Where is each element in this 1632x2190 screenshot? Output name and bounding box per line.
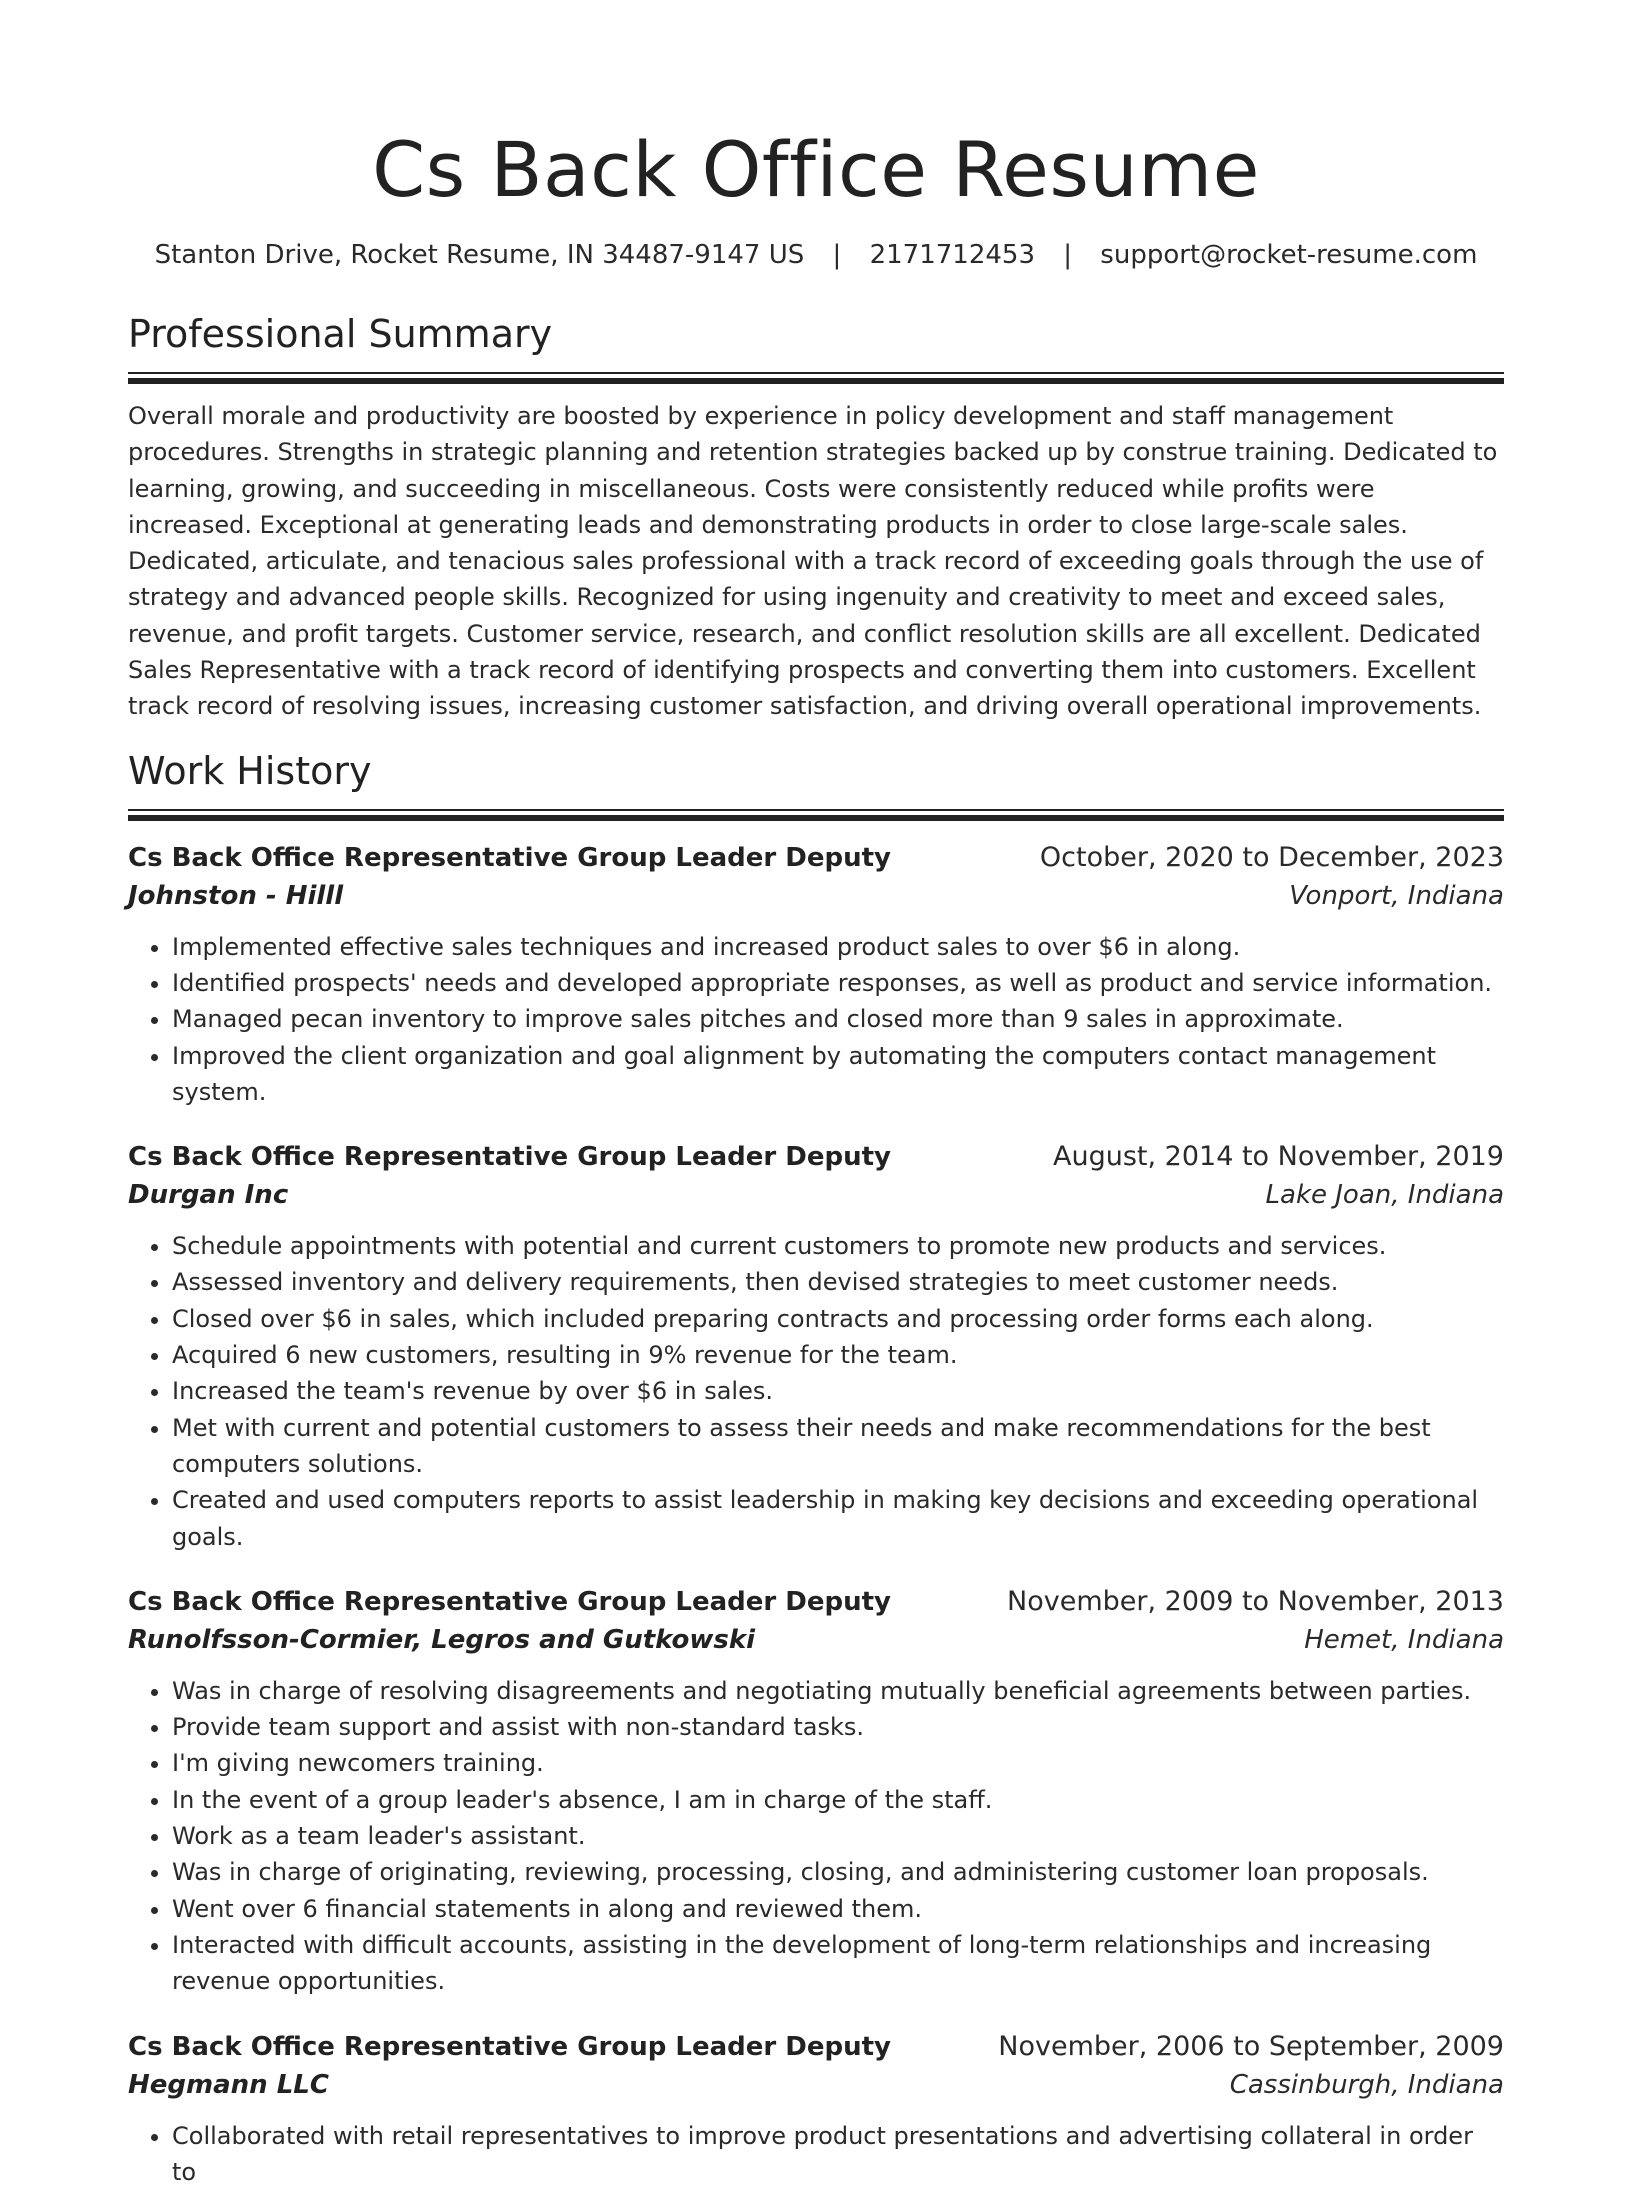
resume-name: Cs Back Office Resume — [128, 122, 1504, 218]
job-entry — [128, 1138, 1504, 1555]
divider-thin-line — [128, 809, 1504, 811]
contact-email: support@rocket-resume.com — [1100, 240, 1477, 270]
job-company: Durgan Inc — [128, 1176, 288, 1214]
contact-line — [128, 238, 1504, 272]
job-company: Runolfsson-Cormier, Legros and Gutkowski — [128, 1621, 755, 1659]
job-header — [128, 1138, 1504, 1176]
job-entry — [128, 1583, 1504, 2000]
job-bullet: • Went over 6 financial statements in along and reviewed them. — [172, 1891, 1504, 1927]
job-bullet: • Collaborated with retail representatives to improve product presentations and advertising collateral in order to — [172, 2118, 1504, 2190]
job-bullet: • I'm giving newcomers training. — [172, 1745, 1504, 1781]
work-history-list — [128, 839, 1504, 2190]
job-subheader — [128, 1621, 1504, 1659]
job-bullet: • Assessed inventory and delivery requirements, then devised strategies to meet customer needs. — [172, 1264, 1504, 1300]
job-header — [128, 839, 1504, 877]
contact-address: Stanton Drive, Rocket Resume, IN 34487-9147 US — [155, 240, 805, 270]
job-bullet: • Increased the team's revenue by over $6 in sales. — [172, 1373, 1504, 1409]
job-entry — [128, 2028, 1504, 2190]
section-title-summary: Professional Summary — [128, 310, 1504, 358]
job-title: Cs Back Office Representative Group Leader Deputy — [128, 839, 891, 877]
job-dates: October, 2020 to December, 2023 — [1040, 839, 1504, 877]
job-bullet: • Closed over $6 in sales, which included preparing contracts and processing order forms each along. — [172, 1301, 1504, 1337]
job-location: Lake Joan, Indiana — [1266, 1176, 1504, 1214]
job-bullet: • In the event of a group leader's absence, I am in charge of the staff. — [172, 1782, 1504, 1818]
contact-separator: | — [1063, 238, 1072, 272]
job-bullet: • Work as a team leader's assistant. — [172, 1818, 1504, 1854]
job-dates: November, 2009 to November, 2013 — [1007, 1583, 1504, 1621]
job-bullet: • Met with current and potential customers to assess their needs and make recommendations for the best computers solutions. — [172, 1410, 1504, 1483]
job-bullet-list — [128, 2118, 1504, 2190]
section-divider — [128, 809, 1504, 821]
job-title: Cs Back Office Representative Group Leader Deputy — [128, 1138, 891, 1176]
summary-text: Overall morale and productivity are boosted by experience in policy development and staff management procedures. Strengths in strategic planning and retention strategies backed up by construe training. Dedicated to learning, growing, and succeeding in miscellaneous. Costs were consistently reduced while profits were increased. Exceptional at generating leads and demonstrating products in order to close large-scale sales. Dedicated, articulate, and tenacious sales professional with a track record of exceeding goals through the use of strategy and advanced people skills. Recognized for using ingenuity and creativity to meet and exceed sales, revenue, and profit targets. Customer service, research, and conflict resolution skills are all excellent. Dedicated Sales Representative with a track record of identifying prospects and converting them into customers. Excellent track record of resolving issues, increasing customer satisfaction, and driving overall operational improvements. — [128, 398, 1504, 725]
job-bullet-list — [128, 929, 1504, 1110]
job-location: Hemet, Indiana — [1304, 1621, 1504, 1659]
job-company: Johnston - Hilll — [128, 877, 343, 915]
divider-thin-line — [128, 372, 1504, 374]
job-bullet: • Was in charge of originating, reviewing, processing, closing, and administering customer loan proposals. — [172, 1854, 1504, 1890]
divider-thick-line — [128, 378, 1504, 384]
job-subheader — [128, 1176, 1504, 1214]
job-bullet: • Identified prospects' needs and developed appropriate responses, as well as product and service information. — [172, 965, 1504, 1001]
job-bullet: • Created and used computers reports to assist leadership in making key decisions and exceeding operational goals. — [172, 1482, 1504, 1555]
job-subheader — [128, 877, 1504, 915]
job-company: Hegmann LLC — [128, 2066, 329, 2104]
job-dates: August, 2014 to November, 2019 — [1053, 1138, 1504, 1176]
contact-separator: | — [833, 238, 842, 272]
job-bullet: • Schedule appointments with potential and current customers to promote new products and services. — [172, 1228, 1504, 1264]
divider-thick-line — [128, 815, 1504, 821]
job-bullet-list — [128, 1673, 1504, 2000]
job-bullet: • Provide team support and assist with non-standard tasks. — [172, 1709, 1504, 1745]
job-header — [128, 1583, 1504, 1621]
job-entry — [128, 839, 1504, 1110]
job-title: Cs Back Office Representative Group Leader Deputy — [128, 1583, 891, 1621]
job-bullet: • Was in charge of resolving disagreements and negotiating mutually beneficial agreements between parties. — [172, 1673, 1504, 1709]
job-bullet: • Interacted with difficult accounts, assisting in the development of long-term relationships and increasing revenue opportunities. — [172, 1927, 1504, 2000]
job-bullet: • Improved the client organization and goal alignment by automating the computers contact management system. — [172, 1038, 1504, 1111]
section-divider — [128, 372, 1504, 384]
job-bullet: • Implemented effective sales techniques and increased product sales to over $6 in along. — [172, 929, 1504, 965]
job-dates: November, 2006 to September, 2009 — [998, 2028, 1504, 2066]
job-header — [128, 2028, 1504, 2066]
job-location: Cassinburgh, Indiana — [1230, 2066, 1504, 2104]
contact-phone: 2171712453 — [870, 240, 1035, 270]
resume-page — [128, 0, 1504, 2190]
job-bullet-list — [128, 1228, 1504, 1555]
job-bullet: • Acquired 6 new customers, resulting in 9% revenue for the team. — [172, 1337, 1504, 1373]
job-title: Cs Back Office Representative Group Leader Deputy — [128, 2028, 891, 2066]
job-bullet: • Managed pecan inventory to improve sales pitches and closed more than 9 sales in approximate. — [172, 1001, 1504, 1037]
job-subheader — [128, 2066, 1504, 2104]
section-title-work-history: Work History — [128, 747, 1504, 795]
job-location: Vonport, Indiana — [1289, 877, 1504, 915]
